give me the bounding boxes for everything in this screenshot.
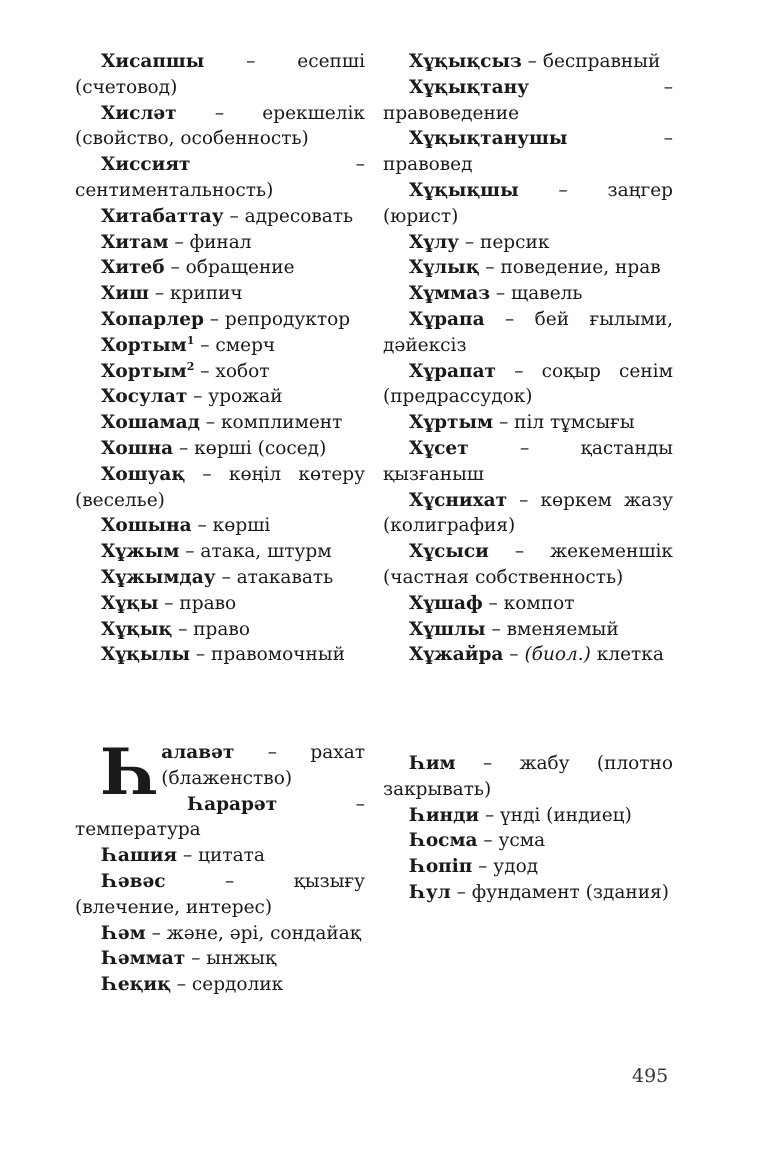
entry-headword: Хұқы [101, 592, 159, 614]
entry-definition: – адресовать [223, 205, 354, 227]
entry-definition: – право [158, 592, 237, 614]
entry-definition: – бесправный [521, 51, 661, 72]
entry-definition: – піл тұмсығы [493, 412, 635, 434]
bottom-left-column [75, 735, 365, 998]
entry-definition: – правовед [383, 128, 673, 176]
dictionary-entry [383, 854, 673, 880]
dictionary-entry [75, 539, 365, 565]
dictionary-entry [75, 333, 365, 359]
entry-definition: – хобот [194, 360, 270, 382]
dictionary-entry [75, 869, 365, 921]
entry-definition: – үнді (индиец) [479, 804, 632, 826]
entry-definition: – обращение [164, 257, 295, 279]
entry-headword: Һеқиқ [101, 974, 171, 996]
entry-headword: Хисапшы [101, 51, 205, 72]
entry-headword: Хиш [101, 283, 149, 305]
entry-headword: Хортым [101, 334, 187, 356]
dictionary-entry [75, 281, 365, 307]
dictionary-entry [75, 101, 365, 153]
dictionary-entry [75, 921, 365, 947]
dictionary-entry [75, 617, 365, 643]
dictionary-entry [75, 255, 365, 281]
top-right-column [383, 49, 673, 668]
entry-definition: – бей ғылыми, дәйексіз [383, 308, 673, 356]
dictionary-entry [75, 946, 365, 972]
dictionary-entry [383, 751, 673, 803]
entry-definition: – репродуктор [203, 308, 351, 330]
entry-headword: Хошна [101, 437, 174, 459]
entry-definition: – соқыр сенім (предрассудок) [383, 360, 673, 408]
entry-definition: – қызығу (влечение, интерес) [75, 870, 365, 918]
entry-headword: Хұлық [409, 257, 480, 279]
entry-definition: – жекеменшік (частная собственность) [383, 541, 673, 588]
dictionary-entry [383, 617, 673, 643]
dictionary-entry [383, 126, 673, 178]
entry-definition: – сентиментальность) [75, 154, 365, 201]
entry-definition: – қастанды қызғаныш [383, 437, 673, 485]
dictionary-entry [383, 281, 673, 307]
entry-headword: Хитабаттау [101, 205, 224, 227]
entry-definition: – атака, штурм [179, 541, 332, 563]
entry-dash: – [503, 644, 525, 666]
entry-headword: Хұрапат [409, 360, 497, 382]
dictionary-entry [383, 178, 673, 230]
dictionary-entry [75, 462, 365, 514]
dictionary-entry [383, 539, 673, 591]
dictionary-entry [75, 513, 365, 539]
entry-definition: – поведение, нрав [479, 257, 661, 279]
entry-definition: – ерекшелік (свойство, особенность) [75, 102, 365, 150]
dictionary-entry [75, 230, 365, 256]
entry-definition: – жабу (плотно закрывать) [383, 753, 673, 800]
entry-headword: Хұшаф [409, 592, 483, 614]
entry-definition: – есепші (счетовод) [75, 51, 365, 98]
dictionary-entry [75, 436, 365, 462]
entry-definition: клетка [590, 644, 664, 666]
entry-definition: – вменяемый [485, 618, 619, 640]
entry-headword: Һарарәт [187, 793, 278, 815]
entry-headword: Хұқықтану [409, 76, 530, 98]
entry-definition: – атакавать [215, 566, 334, 588]
entry-headword: Һопіп [409, 856, 473, 878]
entry-definition: – финал [168, 231, 252, 253]
entry-headword: Хұсыси [409, 541, 489, 563]
entry-headword: Һим [409, 753, 456, 774]
dictionary-entry [75, 152, 365, 204]
entry-definition: – право [172, 618, 250, 640]
entry-headword: Хұжайра [409, 644, 504, 666]
dictionary-entry [383, 75, 673, 127]
dictionary-entry [75, 307, 365, 333]
entry-headword: Хошына [101, 515, 192, 537]
dictionary-entry [75, 384, 365, 410]
entry-definition: – правомочный [190, 644, 345, 666]
dictionary-entry [75, 843, 365, 869]
entry-definition: – температура [75, 793, 365, 841]
entry-definition: – комплимент [199, 412, 343, 434]
entry-headword: Хұртым [409, 412, 494, 434]
entry-definition: – удод [472, 856, 539, 878]
dictionary-entry [383, 828, 673, 854]
entry-definition: – көңіл көтеру (веселье) [75, 463, 365, 511]
dictionary-entry [75, 642, 365, 668]
entry-headword: Хопарлер [101, 308, 204, 330]
entry-definition: – щавель [490, 283, 583, 305]
entry-definition: – урожай [187, 386, 283, 408]
dictionary-entry [383, 880, 673, 906]
entry-definition: – правоведение [383, 76, 673, 124]
dictionary-entry [383, 591, 673, 617]
entry-definition: – усма [477, 830, 546, 852]
entry-definition: – смерч [194, 334, 276, 356]
dictionary-entry [75, 49, 365, 101]
dictionary-entry [383, 307, 673, 359]
dictionary-entry [75, 410, 365, 436]
entry-headword: Хұммаз [409, 283, 491, 305]
entry-headword: Һашия [101, 845, 178, 867]
entry-headword: Хортым [101, 360, 187, 382]
entry-definition: – сердолик [170, 974, 284, 996]
entry-headword: Һәм [101, 922, 146, 944]
entry-headword: Хұрапа [409, 308, 485, 330]
entry-headword: Хұқық [101, 618, 173, 640]
entry-headword: Хұжымдау [101, 566, 216, 588]
dictionary-entry [383, 230, 673, 256]
entry-headword: Хұснихат [409, 489, 508, 511]
entry-headword: алавәт [161, 742, 235, 763]
entry-headword: Һәвәс [101, 870, 166, 892]
dictionary-entry [383, 642, 673, 668]
top-left-column [75, 49, 365, 668]
entry-headword: Һосма [409, 830, 478, 852]
entry-headword: Хисләт [101, 102, 177, 124]
dictionary-entry [383, 359, 673, 411]
page-number: 495 [632, 1065, 669, 1087]
drop-cap-letter: Һ [101, 735, 160, 810]
dictionary-entry [75, 591, 365, 617]
entry-headword: Хұқықсыз [409, 51, 522, 72]
entry-definition: – персик [459, 231, 550, 253]
entry-headword: Һинди [409, 804, 480, 826]
entry-headword: Хұсет [409, 437, 469, 459]
entry-definition: – көрші (сосед) [173, 437, 327, 459]
entry-definition: – және, әрі, сондайақ [145, 922, 361, 944]
entry-headword: Хиссият [101, 154, 191, 176]
entry-headword: Хосулат [101, 386, 188, 408]
entry-definition: – ынжық [185, 948, 277, 970]
dictionary-entry [383, 255, 673, 281]
dictionary-entry [383, 49, 673, 75]
entry-label-italic: (биол.) [524, 644, 591, 666]
entry-headword: Һәммат [101, 948, 186, 970]
dictionary-entry [75, 359, 365, 385]
entry-headword: Һул [409, 881, 451, 903]
entry-definition: – цитата [177, 845, 265, 867]
dictionary-entry [383, 436, 673, 488]
entry-headword: Хұжым [101, 541, 180, 563]
entry-headword: Хитам [101, 231, 169, 253]
dictionary-entry [383, 488, 673, 540]
bottom-right-column [383, 751, 673, 906]
entry-definition: – крипич [148, 283, 243, 305]
homonym-index: 1 [186, 333, 195, 347]
entry-headword: Хитеб [101, 257, 165, 279]
entry-headword: Хошуақ [101, 463, 186, 485]
entry-headword: Хұқықтанушы [409, 128, 568, 150]
entry-definition: – көркем жазу (колиграфия) [383, 489, 673, 537]
entry-headword: Хұлу [409, 231, 459, 253]
entry-definition: – рахат (блаженство) [161, 742, 365, 789]
dictionary-entry [383, 803, 673, 829]
dictionary-entry [75, 972, 365, 998]
entry-definition: – заңгер (юрист) [383, 179, 673, 227]
entry-headword: Хошамад [101, 412, 200, 434]
entry-definition: – көрші [191, 515, 271, 537]
dictionary-entry [75, 565, 365, 591]
dictionary-entry [75, 204, 365, 230]
homonym-index: 2 [186, 359, 195, 373]
entry-definition: – компот [482, 592, 575, 614]
entry-headword: Хұшлы [409, 618, 486, 640]
dictionary-entry [383, 410, 673, 436]
entry-headword: Хұқықшы [409, 179, 519, 201]
entry-headword: Хұқылы [101, 644, 191, 666]
entry-definition: – фундамент (здания) [450, 881, 669, 903]
